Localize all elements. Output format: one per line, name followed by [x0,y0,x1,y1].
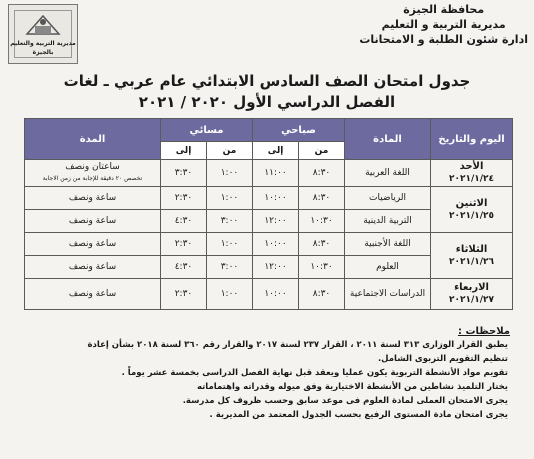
subject-cell: اللغة العربية [345,160,431,187]
duration-cell: ساعة ونصف [25,279,161,310]
evening-to-cell: ٢:٣٠ [161,187,207,210]
header-evening-to: إلى [161,142,207,160]
duration-value: ساعتان ونصف [65,162,120,172]
subject-cell: العلوم [345,256,431,279]
header-morning-from: من [299,142,345,160]
morning-to-cell: ١١:٠٠ [253,160,299,187]
note-text: يختار التلميذ نشاطين من الأنشطة الاختيارية وفق ميوله وقدراته واهتماماته [196,382,508,392]
evening-to-cell: ٤:٣٠ [161,256,207,279]
table-row [25,233,513,256]
morning-from-cell: ٨:٣٠ [299,233,345,256]
evening-to-cell: ٢:٣٠ [161,233,207,256]
header-block [359,2,528,47]
header-day: اليوم والتاريخ [431,119,513,160]
evening-to-cell: ٢:٣٠ [161,279,207,310]
subject-cell: الدراسات الاجتماعية [345,279,431,310]
exam-schedule-table [24,118,513,310]
evening-from-cell: ١:٠٠ [207,279,253,310]
day-cell [431,187,513,233]
note-item [0,338,508,352]
table-row [25,187,513,210]
header-morning: صباحي [253,119,345,142]
duration-note: تخصص ٢٠ دقيقة للإجابة من زمن الاجابة [42,175,143,182]
header-subject: المادة [345,119,431,160]
note-item [0,366,508,380]
note-text: تنظيم التقويم التربوى الشامل. [377,354,508,364]
header-governorate: محافظة الجيزة [403,3,485,16]
notes-title: ملاحظات : [457,326,510,337]
duration-cell: ساعة ونصف [25,256,161,279]
morning-from-cell: ٨:٣٠ [299,279,345,310]
duration-cell: ساعة ونصف [25,187,161,210]
day-date: ٢٠٢١/١/٢٧ [449,295,495,305]
subject-cell: الرياضيات [345,187,431,210]
evening-from-cell: ١:٠٠ [207,160,253,187]
morning-to-cell: ١٢:٠٠ [253,210,299,233]
subject-cell: التربية الدينية [345,210,431,233]
note-text: تقويم مواد الأنشطة التربوية يكون عمليا ويعقد قبل نهاية الفصل الدراسى بخمسة عشر يوماً . [121,368,508,378]
duration-cell: ساعة ونصف [25,233,161,256]
morning-from-cell: ٨:٣٠ [299,160,345,187]
day-name: الأحد [459,161,484,172]
evening-from-cell: ١:٠٠ [207,233,253,256]
logo-emblem-icon [23,12,63,38]
morning-from-cell: ٨:٣٠ [299,187,345,210]
table-row [25,160,513,187]
day-date: ٢٠٢١/١/٢٦ [449,256,495,267]
evening-from-cell: ٣:٠٠ [207,210,253,233]
day-date: ٢٠٢١/١/٢٥ [449,210,495,221]
duration-cell: ساعة ونصف [25,210,161,233]
day-name: الاثنين [455,197,488,209]
day-name: الثلاثاء [455,243,488,255]
notes-list [0,338,524,422]
morning-to-cell: ١٢:٠٠ [253,256,299,279]
day-date: ٢٠٢١/١/٢٤ [449,174,495,184]
note-item [0,408,508,422]
note-text: يجرى امتحان مادة المستوى الرفيع بحسب الجدول المعتمد من المديرية . [209,410,508,420]
page-subtitle: الفصل الدراسي الأول ٢٠٢٠ / ٢٠٢١ [138,93,396,111]
day-cell [431,279,513,310]
day-cell [431,233,513,279]
day-name: الاربعاء [454,282,489,293]
note-text: يجرى الامتحان العملى لمادة العلوم فى موعد سابق وحسب ظروف كل مدرسة. [182,396,508,406]
note-item [0,380,508,394]
ministry-logo-icon [8,4,78,64]
subject-cell: اللغة الأجنبية [345,233,431,256]
page-title: جدول امتحان الصف السادس الابتدائي عام عربي ـ لغات [63,72,471,90]
note-item-continuation [0,352,508,366]
evening-to-cell: ٣:٣٠ [161,160,207,187]
logo-caption: مديرية التربية والتعليم [10,40,76,47]
morning-from-cell: ١٠:٣٠ [299,210,345,233]
evening-from-cell: ١:٠٠ [207,187,253,210]
logo-caption-2: بالجيزة [32,49,54,56]
morning-to-cell: ١٠:٠٠ [253,279,299,310]
morning-to-cell: ١٠:٠٠ [253,187,299,210]
header-administration: ادارة شئون الطلبة و الامتحانات [359,33,528,46]
header-evening-from: من [207,142,253,160]
header-evening: مسائي [161,119,253,142]
day-cell [431,160,513,187]
evening-to-cell: ٤:٣٠ [161,210,207,233]
header-morning-to: إلى [253,142,299,160]
header-directorate: مديرية التربية و التعليم [381,18,506,31]
note-text: يطبق القرار الوزارى ٣١٣ لسنة ٢٠١١ ، القرار ٢٣٧ لسنة ٢٠١٧ والقرار رقم ٣٦٠ لسنة ٢٠١٨ بشأن إعادة [87,340,508,350]
evening-from-cell: ٣:٠٠ [207,256,253,279]
table-row [25,279,513,310]
morning-from-cell: ١٠:٣٠ [299,256,345,279]
note-item [0,394,508,408]
duration-cell [25,160,161,187]
morning-to-cell: ١٠:٠٠ [253,233,299,256]
header-duration: المدة [25,119,161,160]
